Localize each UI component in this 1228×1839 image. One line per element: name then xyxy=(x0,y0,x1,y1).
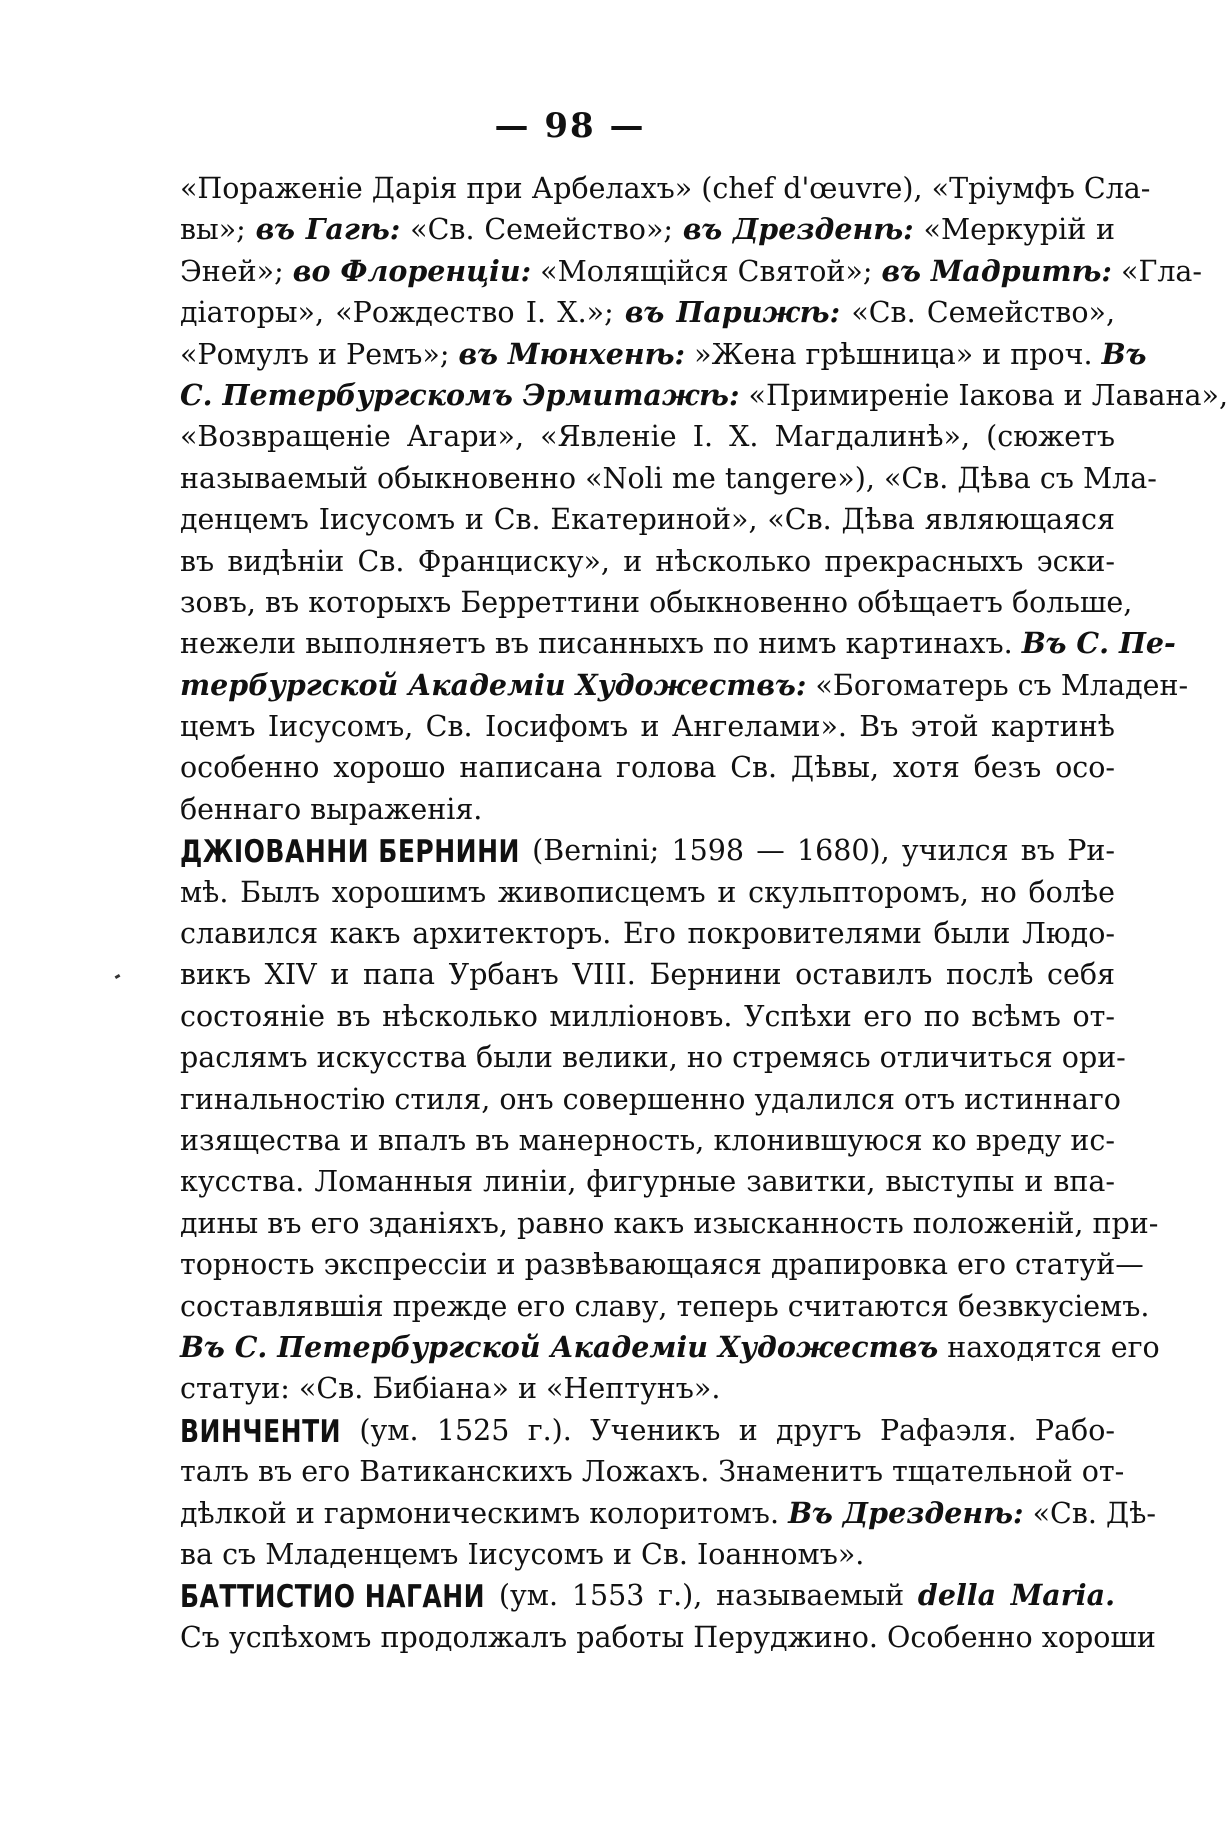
text-line xyxy=(180,1534,1115,1575)
text-run: дѣлкой и гармоническимъ колоритомъ. xyxy=(180,1496,789,1530)
text-run: дины въ его зданіяхъ, равно какъ изысканность положеній, при- xyxy=(180,1206,1159,1240)
italic-location: въ Мюнхенѣ: xyxy=(458,336,686,371)
text-line xyxy=(180,499,1115,540)
text-run: «Молящійся Святой»; xyxy=(531,254,882,288)
text-run: талъ въ его Ватиканскихъ Ложахъ. Знаменитъ тщательной от- xyxy=(180,1455,1125,1489)
text-run: кусства. Ломанныя линіи, фигурные завитки, выступы и впа- xyxy=(180,1165,1115,1199)
text-run: Эней»; xyxy=(180,254,293,288)
body-text xyxy=(180,168,1228,1658)
text-run: «Ромулъ и Ремъ»; xyxy=(180,337,459,371)
text-run: изящества и впалъ въ манерность, клонившуюся ко вреду ис- xyxy=(180,1123,1115,1157)
text-line xyxy=(180,1410,1115,1451)
text-line xyxy=(180,1493,1157,1534)
italic-location: Въ Дрезденѣ: xyxy=(788,1495,1024,1530)
paragraph-cortona-works xyxy=(180,168,1228,830)
text-line xyxy=(180,1161,1115,1202)
italic-location: С. Петербургскомъ Эрмитажѣ: xyxy=(180,377,740,412)
text-run: особенно хорошо написана голова Св. Дѣвы, хотя безъ осо- xyxy=(180,751,1115,785)
text-run: «Пораженіе Дарія при Арбелахъ» (chef d'œuvre), «Тріумфъ Сла- xyxy=(180,172,1151,205)
italic-location: Въ xyxy=(1101,336,1147,371)
text-run: «Меркурій и xyxy=(913,213,1116,247)
text-run: «Св. Дѣ- xyxy=(1023,1496,1157,1530)
text-line xyxy=(180,541,1115,582)
text-line xyxy=(180,1575,1115,1616)
text-line xyxy=(180,334,1147,375)
ink-speck xyxy=(115,974,121,979)
text-line xyxy=(180,954,1115,995)
text-line xyxy=(180,1120,1115,1161)
text-line xyxy=(180,872,1115,913)
text-line xyxy=(180,168,1151,209)
text-line xyxy=(180,416,1115,457)
italic-location: въ Мадритѣ: xyxy=(881,253,1112,288)
text-line xyxy=(180,623,1176,664)
text-run: мѣ. Былъ хорошимъ живописцемъ и скульпторомъ, но болѣе xyxy=(180,875,1115,909)
text-line xyxy=(180,1327,1160,1368)
text-line xyxy=(180,1037,1126,1078)
text-run: (ум. 1525 г.). Ученикъ и другъ Рафаэля. Рабо- xyxy=(341,1413,1115,1447)
text-run: составлявшія прежде его славу, теперь считаются безвкусіемъ. xyxy=(180,1289,1150,1323)
paragraph-bernini xyxy=(180,830,1160,1409)
text-line xyxy=(180,996,1115,1037)
text-line xyxy=(180,251,1203,292)
paragraph-vincenti xyxy=(180,1410,1157,1576)
text-line xyxy=(180,789,1115,830)
text-run: «Св. Семейство»; xyxy=(400,213,683,247)
text-run: діаторы», «Рождество І. Х.»; xyxy=(180,296,625,330)
text-line xyxy=(180,1617,1156,1658)
text-run: ва съ Младенцемъ Іисусомъ и Св. Іоанномъ». xyxy=(180,1537,865,1571)
text-run: въ видѣніи Св. Франциску», и нѣсколько прекрасныхъ эски- xyxy=(180,544,1115,578)
text-run: торность экспрессіи и развѣвающаяся драпировка его статуй— xyxy=(180,1248,1144,1282)
text-run: цемъ Іисусомъ, Св. Іосифомъ и Ангелами». Въ этой картинѣ xyxy=(180,710,1115,744)
text-run: статуи: «Св. Бибіана» и «Нептунъ». xyxy=(180,1372,721,1406)
text-run: «Св. Семейство», xyxy=(840,296,1116,330)
artist-name-heading: БАТТИСТИО НАГАНИ xyxy=(180,1578,486,1615)
text-line xyxy=(180,292,1115,333)
text-line xyxy=(180,209,1115,250)
text-line xyxy=(180,582,1133,623)
italic-location: della Maria. xyxy=(917,1578,1115,1613)
text-run: называемый обыкновенно «Noli me tangere»), «Св. Дѣва съ Мла- xyxy=(180,461,1157,495)
text-line xyxy=(180,1286,1150,1327)
artist-name-heading: ДЖІОВАННИ БЕРНИНИ xyxy=(180,833,520,870)
text-line xyxy=(180,1368,1115,1409)
text-run: беннаго выраженія. xyxy=(180,792,483,826)
artist-name-heading: ВИНЧЕНТИ xyxy=(180,1413,342,1450)
text-line xyxy=(180,747,1115,788)
text-line xyxy=(180,1079,1121,1120)
text-line xyxy=(180,830,1115,871)
text-run: «Примиреніе Іакова и Лавана», xyxy=(739,378,1228,412)
italic-location: Въ С. Петербургской Академіи Художествъ xyxy=(180,1329,939,1364)
text-run: «Богоматерь съ Младен- xyxy=(806,668,1189,702)
text-run: славился какъ архитекторъ. Его покровителями были Людо- xyxy=(180,917,1115,951)
text-run: состояніе въ нѣсколько милліоновъ. Успѣхи его по всѣмъ от- xyxy=(180,999,1115,1033)
page-number: — 98 — xyxy=(494,106,646,146)
text-run: гинальностію стиля, онъ совершенно удалился отъ истиннаго xyxy=(180,1082,1121,1116)
text-run: находятся его xyxy=(938,1330,1160,1364)
text-line xyxy=(180,665,1189,706)
paragraph-battistio-nagani xyxy=(180,1575,1156,1658)
text-run: (Bernini; 1598 — 1680), учился въ Ри- xyxy=(519,834,1115,868)
text-run: нежели выполняетъ въ писанныхъ по нимъ картинахъ. xyxy=(180,627,1022,661)
text-line xyxy=(180,706,1115,747)
text-line xyxy=(180,375,1228,416)
italic-location: Въ С. Пе- xyxy=(1021,626,1176,661)
text-line xyxy=(180,1244,1144,1285)
text-line xyxy=(180,1203,1159,1244)
text-line xyxy=(180,458,1157,499)
italic-location: въ Парижѣ: xyxy=(624,295,841,330)
italic-location: въ Гагѣ: xyxy=(255,212,401,247)
text-run: викъ XIV и папа Урбанъ VIII. Бернини оставилъ послѣ себя xyxy=(180,958,1115,992)
italic-location: во Флоренціи: xyxy=(292,253,532,288)
text-run: вы»; xyxy=(180,213,256,247)
text-run: раслямъ искусства были велики, но стремясь отличиться ори- xyxy=(180,1041,1126,1075)
text-run: зовъ, въ которыхъ Берреттини обыкновенно обѣщаетъ больше, xyxy=(180,585,1133,619)
text-run: »Жена грѣшница» и проч. xyxy=(685,337,1102,371)
text-run: (ум. 1553 г.), называемый xyxy=(485,1579,918,1613)
text-line xyxy=(180,913,1115,954)
text-run: «Гла- xyxy=(1111,254,1203,288)
text-run: «Возвращеніе Агари», «Явленіе І. Х. Магдалинѣ», (сюжетъ xyxy=(180,420,1115,454)
italic-location: тербургской Академіи Художествъ: xyxy=(180,667,807,702)
text-run: Съ успѣхомъ продолжалъ работы Перуджино. Особенно хороши xyxy=(180,1620,1156,1654)
text-run: денцемъ Іисусомъ и Св. Екатериной», «Св. Дѣва являющаяся xyxy=(180,503,1115,537)
italic-location: въ Дрезденѣ: xyxy=(682,212,914,247)
